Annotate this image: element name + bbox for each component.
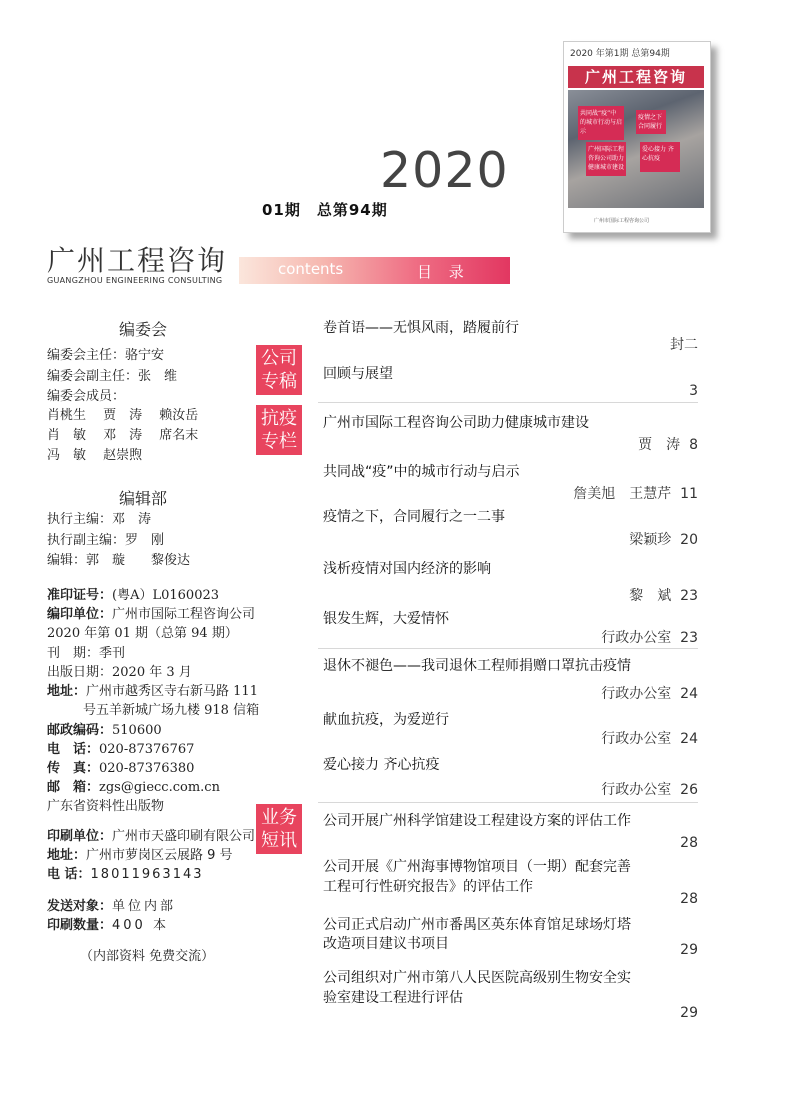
toc-item-meta: 黎 斌 23 [629, 588, 698, 604]
toc-item-meta: 行政办公室 26 [601, 782, 698, 798]
toc-item-meta: 詹美旭 王慧芹 11 [573, 486, 698, 502]
toc-item-title-line2[interactable]: 改造项目建议书项目 [323, 936, 449, 952]
toc-item-page: 28 [680, 835, 698, 851]
printing-unit: 印刷单位：广州市天盛印刷有限公司 [47, 829, 256, 844]
publisher-address: 地址：广州市越秀区寺右新马路 111 [47, 684, 258, 699]
toc-divider [318, 802, 698, 803]
send-audience: 发送对象：单位内部 [47, 899, 177, 914]
exec-editor: 执行主编：邓 涛 [47, 512, 152, 527]
printing-phone: 电 话：18011963143 [47, 867, 204, 882]
contents-label: contents [278, 260, 344, 278]
board-members-row: 肖 敏 邓 涛 席名末 [47, 428, 199, 443]
toc-item-meta: 贾 涛 8 [638, 437, 698, 453]
cover-box: 广州国际工程咨询公司助力健康城市建设 [586, 142, 626, 176]
board-director: 编委会主任：骆宁安 [47, 348, 165, 363]
toc-item-page: 29 [680, 1005, 698, 1021]
cover-box: 疫情之下 合同履行 [636, 110, 666, 134]
brand-subtitle: GUANGZHOU ENGINEERING CONSULTING [47, 276, 223, 285]
board-members-label: 编委会成员： [47, 389, 126, 404]
cover-footer: 广州市国际工程咨询公司 [594, 218, 650, 224]
distribution-note: （内部资料 免费交流） [80, 949, 215, 964]
toc-item-title[interactable]: 公司开展广州科学馆建设工程建设方案的评估工作 [323, 813, 631, 829]
issue-year: 2020 [380, 142, 509, 199]
toc-item-title[interactable]: 公司正式启动广州市番禺区英东体育馆足球场灯塔 [323, 917, 631, 933]
toc-item-title[interactable]: 疫情之下，合同履行之一二事 [323, 509, 505, 525]
toc-divider [318, 402, 698, 403]
toc-item-title[interactable]: 公司开展《广州海事博物馆项目（一期）配套完善 [323, 859, 631, 875]
cover-thumbnail [563, 41, 711, 233]
publication-note: 广东省资料性出版物 [47, 799, 165, 814]
cover-year: 2020 年第1期 总第94期 [570, 49, 670, 59]
issue-number: 01期 总第94期 [262, 201, 388, 219]
toc-item-meta: 行政办公室 23 [601, 630, 698, 646]
toc-item-title[interactable]: 回顾与展望 [323, 366, 393, 382]
tag-epidemic-column: 抗疫 专栏 [256, 405, 302, 455]
publication-period: 刊 期：季刊 [47, 646, 126, 661]
board-members-row: 冯 敏 赵崇煦 [47, 448, 143, 463]
toc-item-page: 29 [680, 942, 698, 958]
toc-item-title[interactable]: 爱心接力 齐心抗疫 [323, 757, 440, 773]
permit-number: 准印证号：(粤A）L0160023 [47, 588, 220, 603]
cover-box: 共同战“疫”中的城市行动与启示 [578, 106, 624, 140]
toc-item-title[interactable]: 浅析疫情对国内经济的影响 [323, 561, 491, 577]
toc-item-meta: 梁颖珍 20 [629, 532, 698, 548]
cover-title: 广州工程咨询 [568, 66, 704, 88]
editorial-board-title: 编委会 [119, 320, 168, 339]
editors: 编辑：郭 璇 黎俊达 [47, 553, 191, 568]
cover-box: 爱心接力 齐心抗疫 [640, 142, 680, 172]
toc-item-title[interactable]: 公司组织对广州市第八人民医院高级别生物安全实 [323, 970, 631, 986]
toc-item-title[interactable]: 退休不褪色——我司退休工程师捐赠口罩抗击疫情 [323, 658, 631, 674]
board-members-row: 肖桃生 贾 涛 赖汝岳 [47, 408, 199, 423]
tag-business-news: 业务 短讯 [256, 804, 302, 854]
toc-item-title[interactable]: 广州市国际工程咨询公司助力健康城市建设 [323, 415, 589, 431]
toc-item-title[interactable]: 共同战“疫”中的城市行动与启示 [323, 464, 520, 480]
email: 邮 箱：zgs@giecc.com.cn [47, 780, 220, 795]
brand-title: 广州工程咨询 [47, 244, 228, 277]
toc-item-title[interactable]: 银发生辉，大爱情怀 [323, 611, 449, 627]
tag-company-feature: 公司 专稿 [256, 345, 302, 395]
board-deputy: 编委会副主任：张 维 [47, 369, 178, 384]
toc-item-title[interactable]: 卷首语——无惧风雨，踏履前行 [323, 320, 519, 336]
fax: 传 真：020-87376380 [47, 761, 195, 776]
toc-item-meta: 行政办公室 24 [601, 731, 698, 747]
publication-date: 出版日期：2020 年 3 月 [47, 665, 192, 680]
toc-item-title-line2[interactable]: 验室建设工程进行评估 [323, 990, 463, 1006]
toc-item-page: 28 [680, 891, 698, 907]
issue-line: 2020 年第 01 期（总第 94 期） [47, 626, 238, 641]
toc-item-meta: 行政办公室 24 [601, 686, 698, 702]
toc-divider [318, 648, 698, 649]
toc-item-title-line2[interactable]: 工程可行性研究报告》的评估工作 [323, 879, 533, 895]
toc-item-title[interactable]: 献血抗疫，为爱逆行 [323, 712, 449, 728]
phone: 电 话：020-87376767 [47, 742, 195, 757]
publisher-unit: 编印单位：广州市国际工程咨询公司 [47, 607, 256, 622]
toc-item-page: 3 [689, 383, 698, 399]
contents-label-cn: 目 录 [417, 263, 470, 281]
exec-deputy-editor: 执行副主编：罗 刚 [47, 533, 165, 548]
toc-item-page: 封二 [670, 337, 698, 353]
print-quantity: 印刷数量：400 本 [47, 918, 169, 933]
postcode: 邮政编码：510600 [47, 723, 162, 738]
editorial-dept-title: 编辑部 [119, 489, 168, 508]
printing-address: 地址：广州市萝岗区云展路 9 号 [47, 848, 233, 863]
publisher-address-line2: 号五羊新城广场九楼 918 信箱 [83, 703, 260, 718]
